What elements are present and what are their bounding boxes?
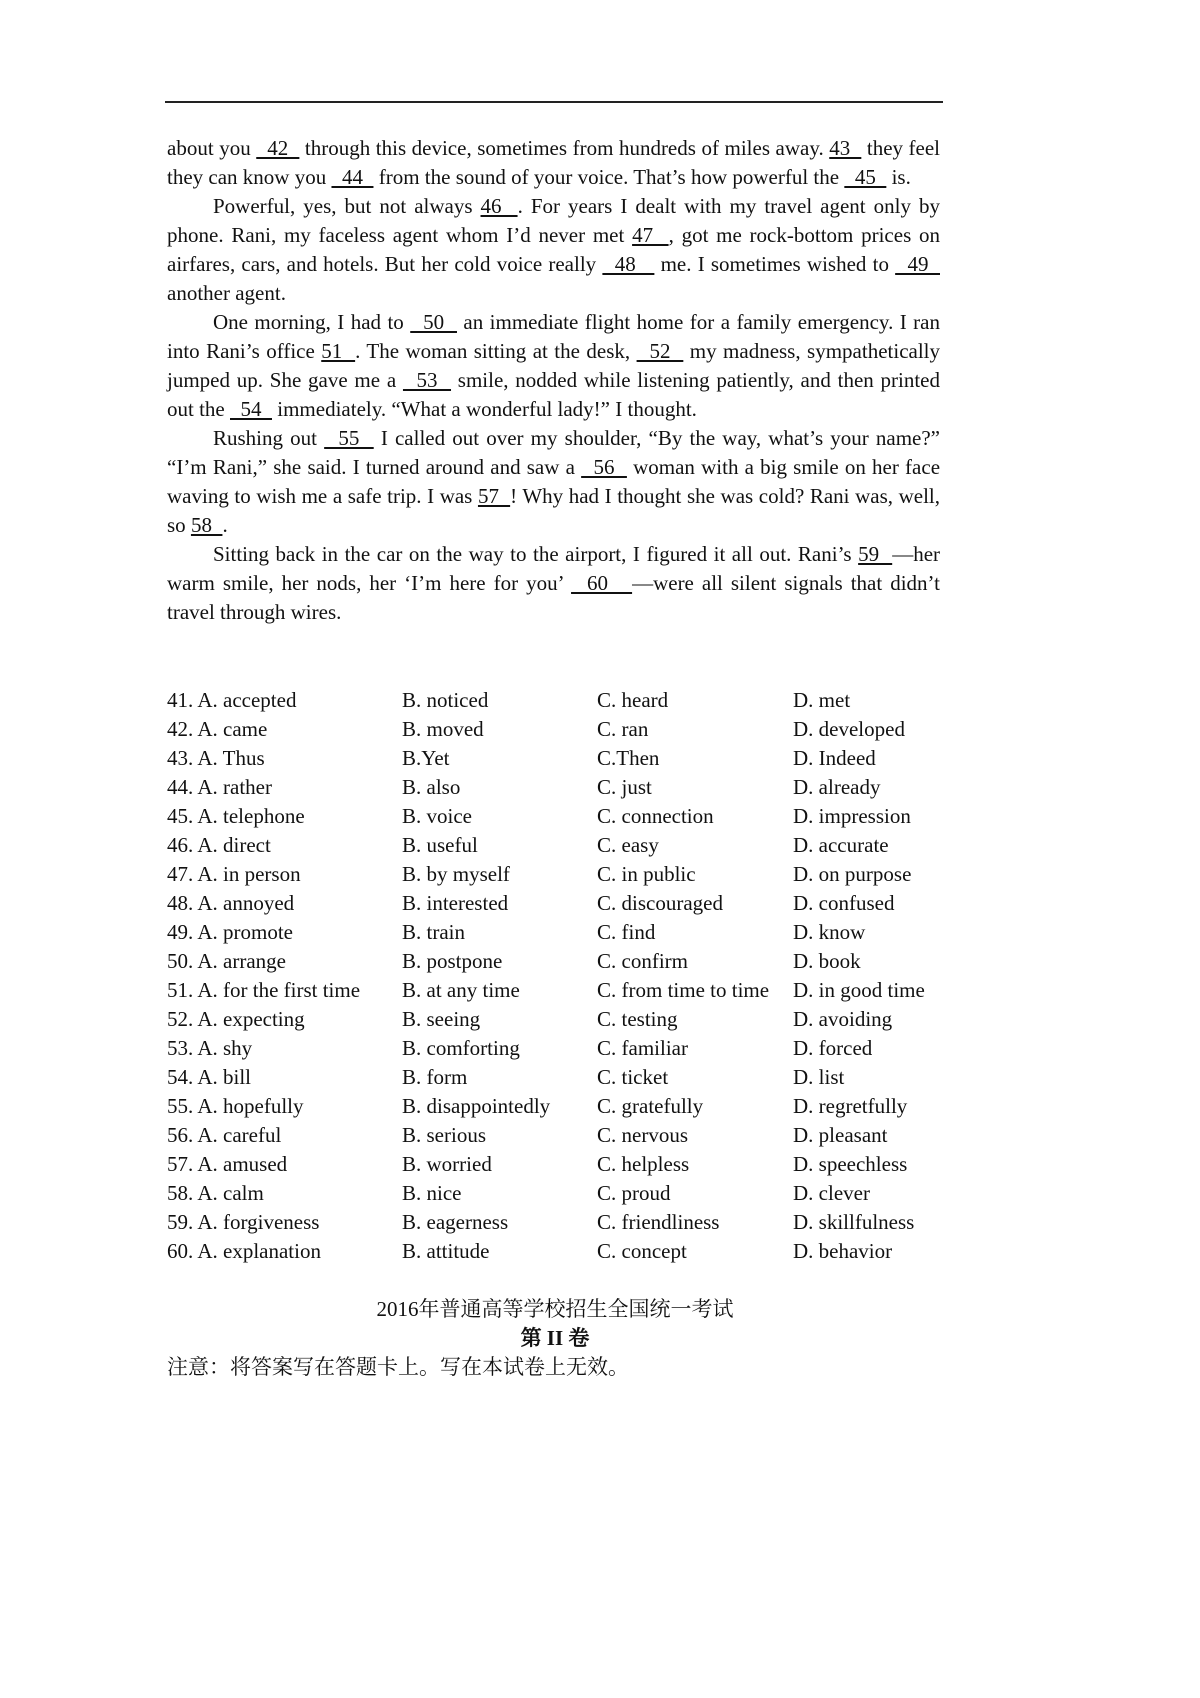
answer-blank: 50 [410, 310, 457, 334]
option-a: 42. A. came [167, 717, 268, 741]
option-b: B. useful [402, 833, 478, 857]
answer-blank: 44 [331, 165, 374, 189]
passage-text: woman with a big smile on her face waving to wish me a safe trip. I was [167, 455, 941, 508]
option-b: B. comforting [402, 1036, 520, 1060]
option-a: 49. A. promote [167, 920, 293, 944]
option-a: 55. A. hopefully [167, 1094, 304, 1118]
option-b: B.Yet [402, 746, 450, 770]
option-a: 46. A. direct [167, 833, 271, 857]
passage-text: Rushing out [213, 426, 325, 450]
option-b: B. disappointedly [402, 1094, 551, 1118]
option-c: C. easy [597, 833, 659, 857]
option-c: C. helpless [597, 1152, 690, 1176]
option-d: D. list [793, 1065, 845, 1089]
answer-blank: 51 [321, 339, 356, 363]
option-b: B. postpone [402, 949, 503, 973]
question-row [167, 1237, 942, 1266]
option-d: D. in good time [793, 978, 925, 1002]
option-d: D. already [793, 775, 881, 799]
option-a: 56. A. careful [167, 1123, 282, 1147]
option-c: C. from time to time [597, 978, 770, 1002]
question-row [167, 976, 942, 1005]
option-b: B. nice [402, 1181, 462, 1205]
option-b: B. attitude [402, 1239, 490, 1263]
option-b: B. eagerness [402, 1210, 509, 1234]
option-a: 59. A. forgiveness [167, 1210, 320, 1234]
option-b: B. worried [402, 1152, 492, 1176]
passage-text: . The woman sitting at the desk, [355, 339, 637, 363]
option-b: B. moved [402, 717, 484, 741]
option-d: D. impression [793, 804, 911, 828]
passage-text: from the sound of your voice. That’s how powerful the [373, 165, 845, 189]
option-a: 57. A. amused [167, 1152, 288, 1176]
option-a: 43. A. Thus [167, 746, 265, 770]
answer-blank: 47 [632, 223, 669, 247]
answer-note: 注意：将答案写在答题卡上。写在本试卷上无效。 [167, 1355, 629, 1379]
question-row [167, 1121, 942, 1150]
option-c: C. proud [597, 1181, 671, 1205]
answer-blank: 55 [324, 426, 374, 450]
question-row [167, 686, 942, 715]
option-b: B. noticed [402, 688, 489, 712]
option-d: D. forced [793, 1036, 873, 1060]
answer-blank: 58 [190, 513, 223, 537]
option-d: D. Indeed [793, 746, 876, 770]
passage-text: . [222, 513, 228, 537]
question-row [167, 773, 942, 802]
passage-text: One morning, I had to [213, 310, 411, 334]
passage-text: smile, nodded while listening patiently, and then printed out the [167, 368, 941, 421]
passage-text: through this device, sometimes from hundreds of miles away. [299, 136, 830, 160]
question-row [167, 947, 942, 976]
answer-blank: 54 [230, 397, 272, 421]
option-b: B. at any time [402, 978, 520, 1002]
answer-blank: 60 [571, 571, 633, 595]
passage-text: about you [167, 136, 257, 160]
option-a: 41. A. accepted [167, 688, 297, 712]
option-c: C. familiar [597, 1036, 688, 1060]
passage-text: Sitting back in the car on the way to the airport, I figured it all out. Rani’s [213, 542, 859, 566]
option-c: C. friendliness [597, 1210, 720, 1234]
option-d: D. met [793, 688, 851, 712]
option-d: D. book [793, 949, 861, 973]
option-c: C. heard [597, 688, 669, 712]
answer-blank: 59 [858, 542, 893, 566]
question-row [167, 1034, 942, 1063]
passage-text: , got me rock-bottom prices on airfares, cars, and hotels. But her cold voice really [167, 223, 940, 276]
option-a: 54. A. bill [167, 1065, 252, 1089]
option-a: 52. A. expecting [167, 1007, 305, 1031]
option-c: C. confirm [597, 949, 688, 973]
option-b: B. serious [402, 1123, 486, 1147]
question-row [167, 860, 942, 889]
option-c: C. ran [597, 717, 649, 741]
option-d: D. regretfully [793, 1094, 908, 1118]
exam-title: 2016年普通高等学校招生全国统一考试 [376, 1297, 734, 1321]
passage-text: Powerful, yes, but not always [213, 194, 481, 218]
passage-paragraph [167, 134, 940, 192]
option-c: C. concept [597, 1239, 687, 1263]
passage-text: another agent. [167, 281, 286, 305]
question-row [167, 918, 942, 947]
option-c: C. testing [597, 1007, 678, 1031]
passage-text: —her warm smile, her nods, her ‘I’m here for you’ [167, 542, 941, 595]
option-d: D. clever [793, 1181, 870, 1205]
question-row [167, 1092, 942, 1121]
passage-text: I called out over my shoulder, “By the way, what’s your name?” “I’m Rani,” she said. I turned around and saw a [167, 426, 941, 479]
question-row [167, 889, 942, 918]
option-b: B. by myself [402, 862, 510, 886]
question-row [167, 1179, 942, 1208]
volume-title: 第 II 卷 [520, 1326, 590, 1350]
option-a: 47. A. in person [167, 862, 301, 886]
passage-paragraph [167, 308, 940, 424]
option-d: D. pleasant [793, 1123, 888, 1147]
option-c: C. connection [597, 804, 714, 828]
question-row [167, 1005, 942, 1034]
part-two-heading [0, 1295, 1110, 1353]
cloze-passage [167, 134, 940, 627]
passage-text: an immediate flight home for a family emergency. I ran into Rani’s office [167, 310, 940, 363]
option-d: D. developed [793, 717, 905, 741]
option-d: D. speechless [793, 1152, 908, 1176]
option-d: D. accurate [793, 833, 889, 857]
question-row [167, 744, 942, 773]
answer-options [167, 686, 942, 1266]
option-b: B. form [402, 1065, 468, 1089]
answer-blank: 56 [581, 455, 627, 479]
answer-blank: 45 [844, 165, 887, 189]
passage-paragraph [167, 540, 940, 627]
passage-text: me. I sometimes wished to [654, 252, 896, 276]
answer-blank: 57 [477, 484, 511, 508]
option-c: C. just [597, 775, 652, 799]
passage-paragraph [167, 424, 940, 540]
answer-blank: 53 [402, 368, 452, 392]
option-d: D. skillfulness [793, 1210, 915, 1234]
passage-text: immediately. “What a wonderful lady!” I thought. [272, 397, 697, 421]
option-c: C. discouraged [597, 891, 723, 915]
option-b: B. train [402, 920, 465, 944]
passage-text: —were all silent signals that didn’t travel through wires. [167, 571, 941, 624]
passage-text: my madness, sympathetically jumped up. She gave me a [167, 339, 941, 392]
question-row [167, 831, 942, 860]
option-c: C. gratefully [597, 1094, 704, 1118]
option-d: D. behavior [793, 1239, 893, 1263]
option-a: 51. A. for the first time [167, 978, 361, 1002]
option-a: 58. A. calm [167, 1181, 264, 1205]
passage-paragraph [167, 192, 940, 308]
question-row [167, 1063, 942, 1092]
passage-text: is. [886, 165, 911, 189]
option-a: 45. A. telephone [167, 804, 305, 828]
option-b: B. also [402, 775, 461, 799]
option-b: B. seeing [402, 1007, 481, 1031]
passage-text: ! Why had I thought she was cold? Rani was, well, so [167, 484, 940, 537]
question-row [167, 802, 942, 831]
question-row [167, 715, 942, 744]
option-a: 60. A. explanation [167, 1239, 321, 1263]
option-c: C.Then [597, 746, 660, 770]
option-a: 48. A. annoyed [167, 891, 295, 915]
option-d: D. know [793, 920, 866, 944]
answer-blank: 52 [636, 339, 684, 363]
option-d: D. confused [793, 891, 895, 915]
option-b: B. interested [402, 891, 509, 915]
option-c: C. find [597, 920, 656, 944]
passage-text: . For years I dealt with my travel agent only by phone. Rani, my faceless agent whom I’d never met [167, 194, 940, 247]
question-row [167, 1150, 942, 1179]
option-d: D. on purpose [793, 862, 912, 886]
option-a: 53. A. shy [167, 1036, 253, 1060]
answer-blank: 48 [602, 252, 655, 276]
header-rule [165, 101, 943, 103]
option-a: 50. A. arrange [167, 949, 286, 973]
option-b: B. voice [402, 804, 472, 828]
answer-blank: 42 [256, 136, 300, 160]
option-c: C. ticket [597, 1065, 669, 1089]
question-row [167, 1208, 942, 1237]
passage-text: they feel they can know you [167, 136, 941, 189]
option-d: D. avoiding [793, 1007, 893, 1031]
answer-blank: 49 [895, 252, 940, 276]
option-c: C. in public [597, 862, 696, 886]
option-a: 44. A. rather [167, 775, 272, 799]
answer-blank: 43 [829, 136, 862, 160]
answer-blank: 46 [480, 194, 518, 218]
option-c: C. nervous [597, 1123, 688, 1147]
